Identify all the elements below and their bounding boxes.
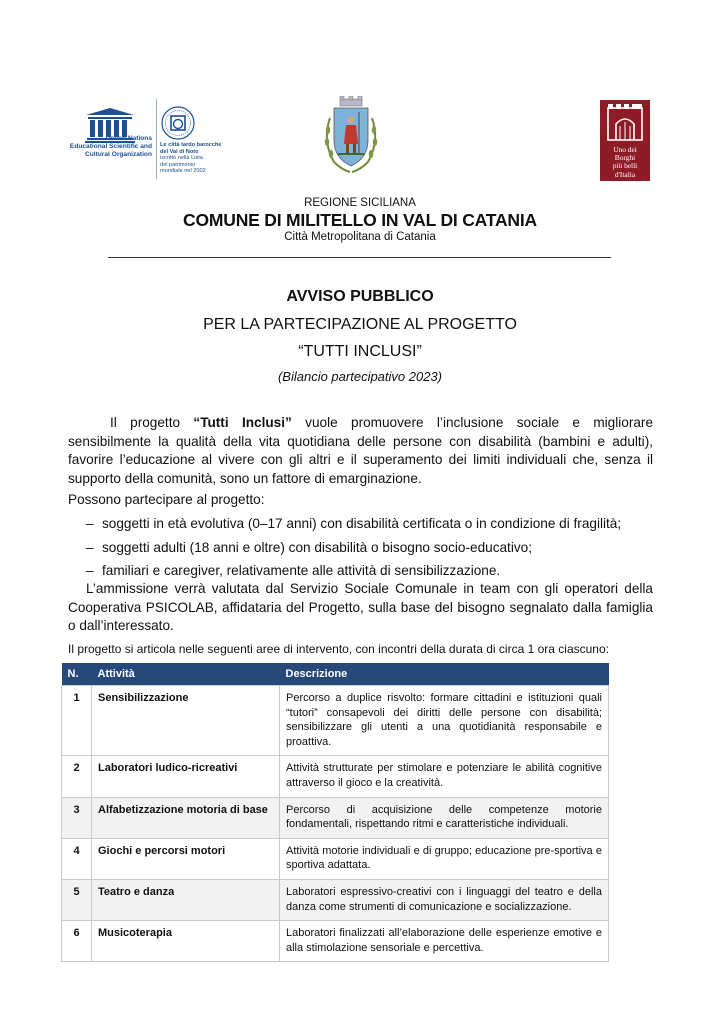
row-activity: Teatro e danza: [92, 879, 280, 920]
borghi-italia-logo: [600, 100, 650, 181]
unesco-logo: [68, 95, 228, 183]
column-header-description: Descrizione: [280, 663, 609, 686]
metro-label: Città Metropolitana di Catania: [284, 231, 436, 243]
activities-table: [61, 663, 609, 962]
row-number: 2: [62, 756, 92, 797]
header-divider: [108, 257, 611, 258]
row-activity: Alfabetizzazione motoria di base: [92, 797, 280, 838]
row-activity: Sensibilizzazione: [92, 686, 280, 756]
municipal-coat-of-arms-icon: [320, 96, 382, 178]
unesco-org-text: United Nations Educational Scientific and Cultural Organization: [69, 135, 152, 158]
row-number: 6: [62, 921, 92, 962]
table-row: [62, 921, 609, 962]
bullet-dash: –: [86, 539, 94, 555]
row-description: Laboratori finalizzati all’elaborazione delle esperienze emotive e alla stimolazione sensoriale e percettiva.: [280, 921, 609, 962]
table-row: [62, 879, 609, 920]
list-item-text: soggetti adulti (18 anni e oltre) con disabilità o bisogno socio-educativo;: [102, 539, 532, 555]
row-description: Percorso di acquisizione delle competenze motorie fondamentali, rispettando ritmi e caratteristiche individuali.: [280, 797, 609, 838]
column-header-number: N.: [62, 663, 92, 686]
column-header-activity: Attività: [92, 663, 280, 686]
world-heritage-icon: [160, 105, 196, 141]
list-item: [86, 539, 646, 563]
notice-subtitle: PER LA PARTECIPAZIONE AL PROGETTO: [203, 316, 517, 333]
region-label: REGIONE SICILIANA: [304, 197, 416, 209]
project-name: “TUTTI INCLUSI”: [298, 343, 422, 360]
row-number: 1: [62, 686, 92, 756]
borghi-castle-icon: [600, 100, 650, 146]
list-item-text: familiari e caregiver, relativamente alle attività di sensibilizzazione.: [102, 563, 501, 578]
intro-project-name: “Tutti Inclusi”: [193, 415, 292, 430]
list-item: [86, 515, 646, 539]
intro-rest: vuole promuovere l’inclusione sociale e migliorare sensibilmente la qualità della vita quotidiana delle persone con disabilità (bambini e adulti), favorire l’educazione al vivere con gli altri e il superamento dei limiti individuali che, senza il supporto della comunità, sono un fattore di emarginazione.: [68, 415, 654, 486]
row-number: 3: [62, 797, 92, 838]
bullet-dash: –: [86, 516, 94, 531]
unesco-site-text: Le città tardo barocche del Val di Noto iscritto nella Lista del patrimonio mondiale nel 2002: [160, 142, 222, 175]
intro-lead: Il progetto: [110, 415, 194, 430]
eligibility-heading: Possono partecipare al progetto:: [68, 492, 265, 507]
eligibility-list: [86, 515, 646, 586]
budget-note: (Bilancio partecipativo 2023): [277, 369, 443, 384]
row-activity: Giochi e percorsi motori: [92, 838, 280, 879]
table-intro: Il progetto si articola nelle seguenti aree di intervento, con incontri della durata di circa 1 ora ciascuno:: [68, 642, 609, 656]
notice-title: AVVISO PUBBLICO: [286, 288, 434, 305]
list-item-text: soggetti in età evolutiva (0–17 anni) con disabilità certificata o in condizione di fragilità;: [102, 516, 622, 531]
table-row: [62, 838, 609, 879]
row-activity: Laboratori ludico-ricreativi: [92, 756, 280, 797]
row-description: Attività strutturate per stimolare e potenziare le abilità cognitive attraverso il gioco e la creatività.: [280, 756, 609, 797]
unesco-separator: [156, 99, 157, 179]
borghi-text: Uno dei Borghi più belli d'Italia: [612, 145, 638, 179]
row-number: 5: [62, 879, 92, 920]
row-description: Laboratori espressivo-creativi con i linguaggi del teatro e della danza come strumenti di comunicazione e socializzazione.: [280, 879, 609, 920]
table-row: [62, 686, 609, 756]
comune-name: COMUNE DI MILITELLO IN VAL DI CATANIA: [183, 210, 537, 230]
table-row: [62, 797, 609, 838]
bullet-dash: –: [86, 563, 94, 578]
row-number: 4: [62, 838, 92, 879]
row-activity: Musicoterapia: [92, 921, 280, 962]
row-description: Attività motorie individuali e di gruppo; educazione pre-sportiva e sportiva adattata.: [280, 838, 609, 879]
intro-paragraph: [68, 414, 653, 488]
table-row: [62, 756, 609, 797]
row-description: Percorso a duplice risvolto: formare cittadini e istituzioni quali “tutori” consapevoli dei diritti delle persone con disabilità; sensibilizzare gli utenti a una quotidianità responsabile e proattiva.: [280, 686, 609, 756]
admission-paragraph: L’ammissione verrà valutata dal Servizio Sociale Comunale in team con gli operatori della Cooperativa PSICOLAB, affidataria del Progetto, sulla base del bisogno segnalato dalla famiglia o dall’interessato.: [68, 581, 653, 633]
table-header-row: [62, 663, 609, 686]
